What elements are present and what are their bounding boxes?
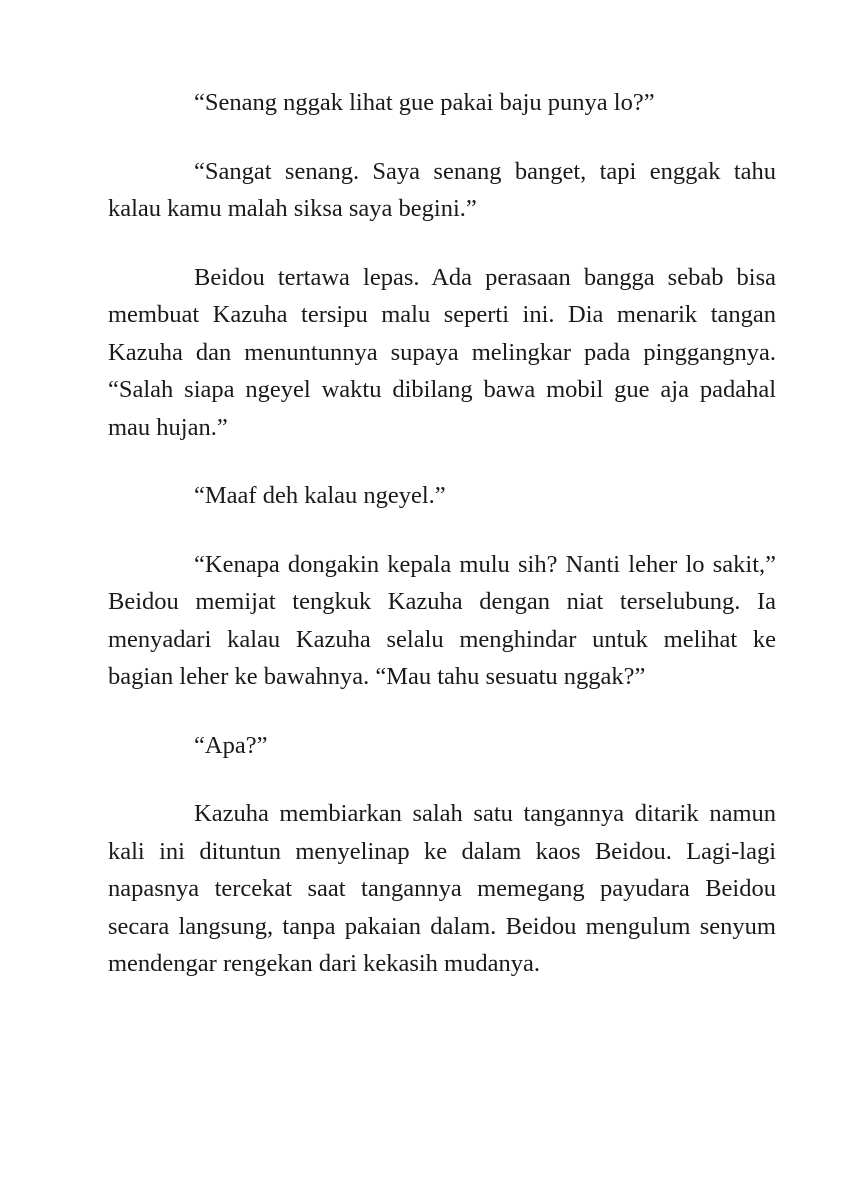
paragraph-2: “Sangat senang. Saya senang banget, tapi enggak tahu kalau kamu malah siksa saya begini.” <box>108 157 776 222</box>
paragraph-1: “Senang nggak lihat gue pakai baju punya lo?” <box>194 89 655 116</box>
paragraph-5: “Kenapa dongakin kepala mulu sih? Nanti leher lo sakit,” Beidou memijat tengkuk Kazuha dengan niat terselubung. Ia menyadari kalau Kazuha selalu menghindar untuk melihat ke bagian leher ke bawahnya. “Mau tahu sesuatu nggak?” <box>108 550 776 690</box>
book-page-text <box>108 84 776 983</box>
paragraph-7: Kazuha membiarkan salah satu tangannya ditarik namun kali ini dituntun menyelinap ke dalam kaos Beidou. Lagi-lagi napasnya tercekat saat tangannya memegang payudara Beidou secara langsung, tanpa pakaian dalam. Beidou mengulum senyum mendengar rengekan dari kekasih mudanya. <box>108 800 776 977</box>
paragraph-4: “Maaf deh kalau ngeyel.” <box>194 482 446 509</box>
paragraph-6: “Apa?” <box>194 731 268 759</box>
paragraph-3: Beidou tertawa lepas. Ada perasaan bangga sebab bisa membuat Kazuha tersipu malu seperti ini. Dia menarik tangan Kazuha dan menuntunnya supaya melingkar pada pinggangnya. “Salah siapa ngeyel waktu dibilang bawa mobil gue aja padahal mau hujan.” <box>108 263 776 441</box>
